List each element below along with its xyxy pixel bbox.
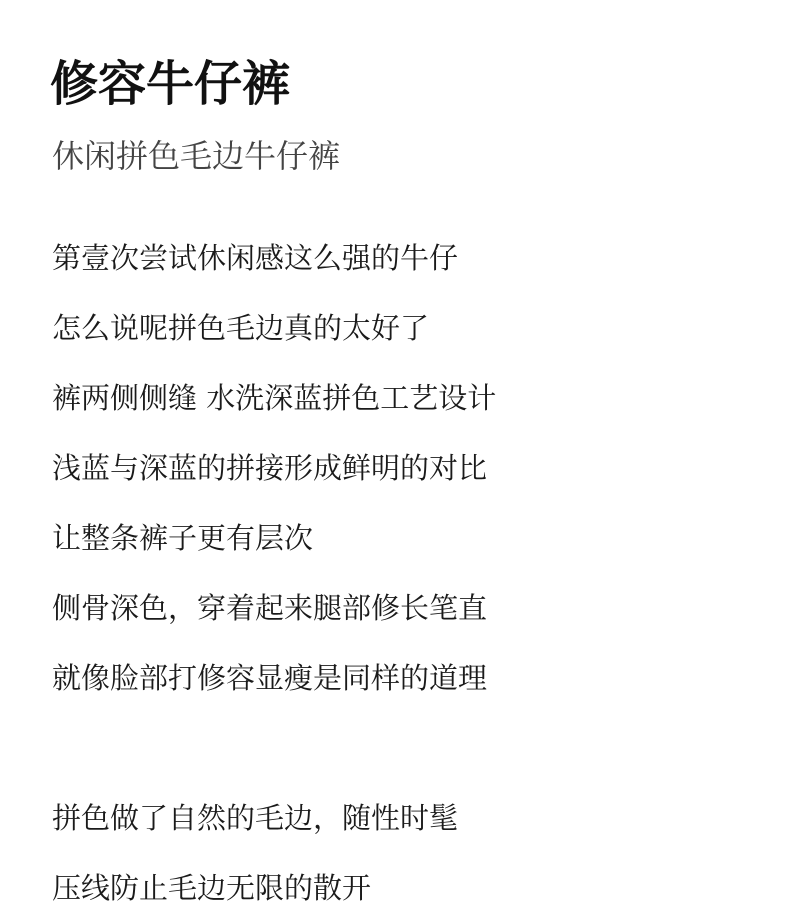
paragraph-line: 裤两侧侧缝 水洗深蓝拼色工艺设计 xyxy=(52,381,497,415)
paragraph-line: 侧骨深色，穿着起来腿部修长笔直 xyxy=(52,591,488,625)
post-title: 修容牛仔裤 xyxy=(50,56,291,112)
paragraph-line: 压线防止毛边无限的散开 xyxy=(52,871,372,905)
paragraph-line: 怎么说呢拼色毛边真的太好了 xyxy=(52,311,430,345)
paragraph-line: 浅蓝与深蓝的拼接形成鲜明的对比 xyxy=(52,451,488,485)
post-subtitle: 休闲拼色毛边牛仔裤 xyxy=(52,137,341,175)
paragraph-line: 拼色做了自然的毛边，随性时髦 xyxy=(52,801,459,835)
paragraph-line: 让整条裤子更有层次 xyxy=(52,521,314,555)
paragraph-line: 就像脸部打修容显瘦是同样的道理 xyxy=(52,661,488,695)
paragraph-line: 第壹次尝试休闲感这么强的牛仔 xyxy=(52,241,459,275)
